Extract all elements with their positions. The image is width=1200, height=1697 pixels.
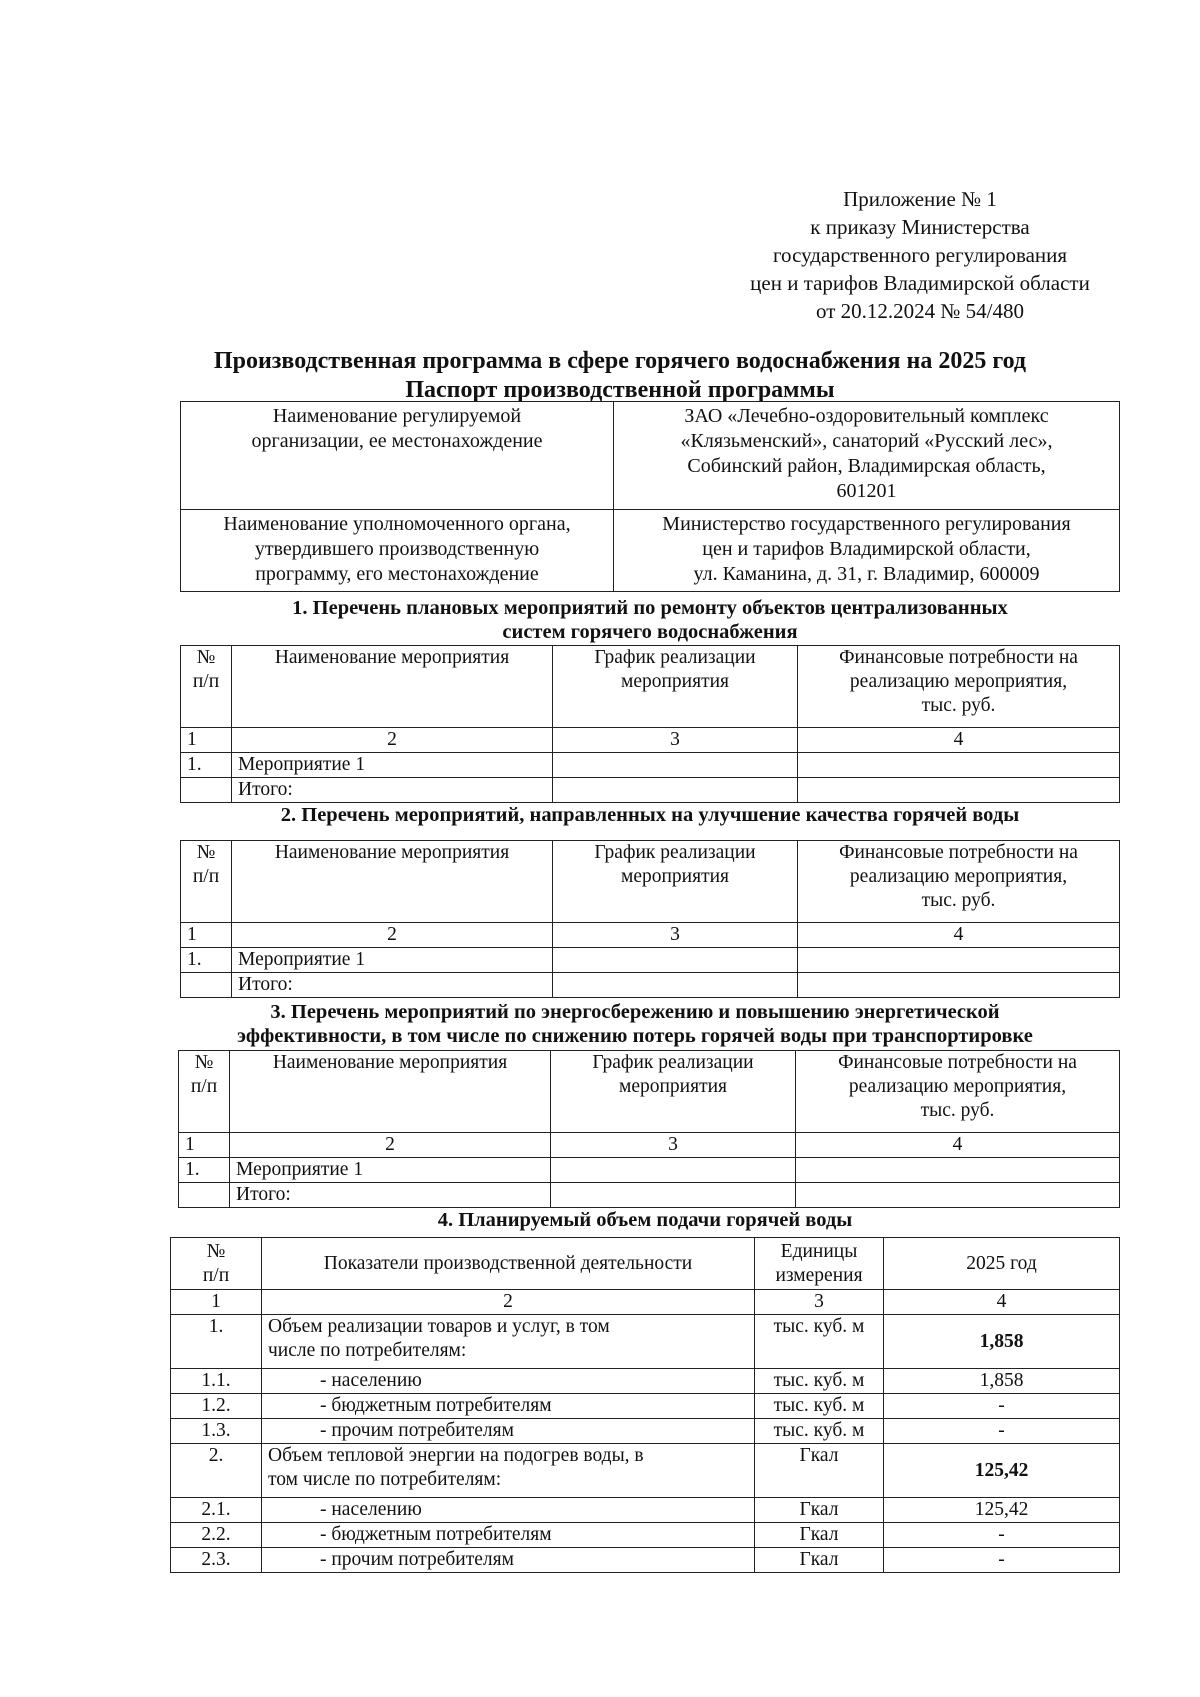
text-line: реализацию мероприятия, [849, 866, 1068, 887]
text-line: реализацию мероприятия, [849, 671, 1068, 692]
text-line: Объем реализации товаров и услуг, в том [268, 1316, 610, 1337]
text-line: эффективности, в том числе по снижению потерь горячей воды при транспортировке [237, 1025, 1033, 1047]
text-line: Объем тепловой энергии на подогрев воды, в [268, 1445, 644, 1466]
text-line: реализацию мероприятия, [848, 1076, 1067, 1097]
appendix-line: цен и тарифов Владимирской области [750, 271, 1090, 295]
text-line: Собинский район, Владимирская область, [687, 455, 1046, 477]
text-line: График реализации [594, 647, 756, 668]
indicator-name: - бюджетным потребителям [262, 1394, 755, 1419]
row-number: 1.3. [171, 1419, 262, 1444]
measure-name: Мероприятие 1 [232, 753, 553, 778]
table-row [171, 1369, 1120, 1394]
unit-cell: Гкал [755, 1548, 884, 1573]
empty-cell [796, 1183, 1120, 1208]
passport-label [181, 402, 614, 510]
appendix-line: к приказу Министерства [810, 215, 1030, 239]
header-name: Наименование мероприятия [232, 841, 553, 923]
index-cell: 2 [232, 728, 553, 753]
text-line: цен и тарифов Владимирской области, [702, 538, 1031, 560]
text-line: мероприятия [620, 866, 729, 887]
table-row [181, 778, 1120, 803]
table-row [181, 923, 1120, 948]
passport-table [180, 401, 1120, 592]
value-cell: 125,42 [884, 1444, 1120, 1498]
row-number: 1. [179, 1158, 230, 1183]
index-cell: 4 [798, 923, 1120, 948]
index-cell: 2 [230, 1133, 551, 1158]
indicator-name: - бюджетным потребителям [262, 1523, 755, 1548]
header-unit [755, 1238, 884, 1290]
section1-table [180, 645, 1120, 803]
text-line: Единицы [780, 1240, 858, 1262]
indicator-name [262, 1315, 755, 1369]
table-row [171, 1238, 1120, 1290]
text-line: тыс. руб. [921, 695, 996, 716]
table-row [181, 728, 1120, 753]
table-row [171, 1498, 1120, 1523]
header-year: 2025 год [884, 1238, 1120, 1290]
passport-subtitle: Паспорт производственной программы [405, 377, 835, 403]
table-row [171, 1315, 1120, 1369]
value-cell: - [884, 1523, 1120, 1548]
text-line: Наименование регулируемой [272, 405, 522, 427]
table-row [181, 646, 1120, 728]
text-line: том числе по потребителям: [268, 1469, 502, 1490]
empty-cell [551, 1158, 796, 1183]
index-cell: 1 [181, 728, 232, 753]
empty-cell [181, 973, 232, 998]
appendix-header [700, 185, 1140, 325]
table-row [171, 1548, 1120, 1573]
header-schedule [553, 841, 798, 923]
empty-cell [796, 1158, 1120, 1183]
text-line: 3. Перечень мероприятий по энергосбережению и повышению энергетической [270, 1001, 1000, 1023]
text-line: утвердившего производственную [254, 538, 540, 560]
header-finance [798, 841, 1120, 923]
total-label: Итого: [230, 1183, 551, 1208]
section3-title [150, 1000, 1120, 1048]
text-line: систем горячего водоснабжения [502, 621, 798, 643]
text-line: 1. Перечень плановых мероприятий по ремонту объектов централизованных [292, 597, 1008, 619]
text-line: измерения [775, 1264, 863, 1286]
index-cell: 3 [755, 1290, 884, 1315]
unit-cell: тыс. куб. м [755, 1315, 884, 1369]
index-cell: 3 [553, 923, 798, 948]
text-line: № [196, 647, 216, 668]
value-cell: 1,858 [884, 1315, 1120, 1369]
indicator-name: - прочим потребителям [262, 1419, 755, 1444]
header-name: Наименование мероприятия [230, 1051, 551, 1133]
text-line: Наименование уполномоченного органа, [223, 513, 571, 535]
row-number: 2.1. [171, 1498, 262, 1523]
unit-cell: Гкал [755, 1523, 884, 1548]
value-cell: 125,42 [884, 1498, 1120, 1523]
measure-name: Мероприятие 1 [230, 1158, 551, 1183]
section3-table [178, 1050, 1120, 1208]
header-num [179, 1051, 230, 1133]
index-cell: 1 [181, 923, 232, 948]
text-line: № [194, 1052, 214, 1073]
indicator-name [262, 1444, 755, 1498]
passport-value [614, 402, 1120, 510]
row-number: 1. [181, 753, 232, 778]
text-line: тыс. руб. [920, 1100, 995, 1121]
text-line: п/п [190, 1076, 218, 1097]
text-line: мероприятия [620, 671, 729, 692]
index-cell: 1 [171, 1290, 262, 1315]
table-row [171, 1394, 1120, 1419]
section2-table [180, 840, 1120, 998]
measure-name: Мероприятие 1 [232, 948, 553, 973]
row-number: 1. [181, 948, 232, 973]
value-cell: 1,858 [884, 1369, 1120, 1394]
unit-cell: тыс. куб. м [755, 1369, 884, 1394]
indicator-name: - населению [262, 1369, 755, 1394]
text-line: программу, его местонахождение [255, 563, 539, 585]
empty-cell [553, 778, 798, 803]
row-number: 1. [171, 1315, 262, 1369]
index-cell: 4 [884, 1290, 1120, 1315]
table-row [179, 1051, 1120, 1133]
row-number: 2.2. [171, 1523, 262, 1548]
text-line: п/п [202, 1264, 230, 1286]
header-indicator: Показатели производственной деятельности [262, 1238, 755, 1290]
index-cell: 4 [798, 728, 1120, 753]
value-cell: - [884, 1394, 1120, 1419]
header-finance [798, 646, 1120, 728]
unit-cell: Гкал [755, 1498, 884, 1523]
document-title: Производственная программа в сфере горячего водоснабжения на 2025 год [213, 348, 1027, 374]
table-row [171, 1419, 1120, 1444]
section1-title [180, 596, 1120, 644]
header-finance [796, 1051, 1120, 1133]
index-cell: 3 [553, 728, 798, 753]
text-line: «Клязьменский», санаторий «Русский лес», [680, 430, 1053, 452]
appendix-line: от 20.12.2024 № 54/480 [815, 299, 1025, 323]
empty-cell [551, 1183, 796, 1208]
row-number: 1.1. [171, 1369, 262, 1394]
index-cell: 4 [796, 1133, 1120, 1158]
table-row [179, 1158, 1120, 1183]
section4-table [170, 1237, 1120, 1573]
empty-cell [553, 973, 798, 998]
section4-title: 4. Планируемый объем подачи горячей воды [437, 1209, 853, 1231]
index-cell: 1 [179, 1133, 230, 1158]
empty-cell [553, 948, 798, 973]
text-line: ЗАО «Лечебно-оздоровительный комплекс [684, 405, 1049, 427]
text-line: № [196, 842, 216, 863]
header-num [171, 1238, 262, 1290]
header-schedule [551, 1051, 796, 1133]
text-line: организации, ее местонахождение [251, 430, 543, 452]
text-line: Финансовые потребности на [839, 647, 1078, 668]
total-label: Итого: [232, 778, 553, 803]
index-cell: 2 [262, 1290, 755, 1315]
empty-cell [798, 948, 1120, 973]
text-line: 601201 [836, 480, 897, 502]
table-row [181, 973, 1120, 998]
index-cell: 2 [232, 923, 553, 948]
table-row [181, 402, 1120, 510]
empty-cell [181, 778, 232, 803]
empty-cell [798, 778, 1120, 803]
row-number: 2.3. [171, 1548, 262, 1573]
row-number: 1.2. [171, 1394, 262, 1419]
empty-cell [179, 1183, 230, 1208]
text-line: ул. Каманина, д. 31, г. Владимир, 600009 [693, 563, 1040, 585]
passport-label [181, 510, 614, 592]
empty-cell [798, 973, 1120, 998]
appendix-line: государственного регулирования [772, 243, 1068, 267]
unit-cell: Гкал [755, 1444, 884, 1498]
total-label: Итого: [232, 973, 553, 998]
text-line: тыс. руб. [921, 890, 996, 911]
table-row [181, 841, 1120, 923]
indicator-name: - прочим потребителям [262, 1548, 755, 1573]
table-row [171, 1444, 1120, 1498]
text-line: Министерство государственного регулирования [662, 513, 1071, 535]
text-line: мероприятия [618, 1076, 727, 1097]
table-row [181, 948, 1120, 973]
text-line: № [206, 1240, 226, 1262]
passport-value [614, 510, 1120, 592]
header-schedule [553, 646, 798, 728]
text-line: Финансовые потребности на [838, 1052, 1077, 1073]
header-num [181, 646, 232, 728]
text-line: числе по потребителям: [268, 1340, 467, 1361]
table-row [181, 510, 1120, 592]
empty-cell [798, 753, 1120, 778]
indicator-name: - населению [262, 1498, 755, 1523]
value-cell: - [884, 1548, 1120, 1573]
text-line: График реализации [594, 842, 756, 863]
header-num [181, 841, 232, 923]
table-row [171, 1523, 1120, 1548]
text-line: Финансовые потребности на [839, 842, 1078, 863]
appendix-line: Приложение № 1 [843, 187, 997, 211]
header-name: Наименование мероприятия [232, 646, 553, 728]
unit-cell: тыс. куб. м [755, 1419, 884, 1444]
text-line: п/п [192, 671, 220, 692]
empty-cell [553, 753, 798, 778]
text-line: График реализации [592, 1052, 754, 1073]
unit-cell: тыс. куб. м [755, 1394, 884, 1419]
section2-title: 2. Перечень мероприятий, направленных на улучшение качества горячей воды [280, 804, 1020, 826]
row-number: 2. [171, 1444, 262, 1498]
index-cell: 3 [551, 1133, 796, 1158]
value-cell: - [884, 1419, 1120, 1444]
table-row [179, 1133, 1120, 1158]
table-row [181, 753, 1120, 778]
text-line: п/п [192, 866, 220, 887]
table-row [179, 1183, 1120, 1208]
table-row [171, 1290, 1120, 1315]
